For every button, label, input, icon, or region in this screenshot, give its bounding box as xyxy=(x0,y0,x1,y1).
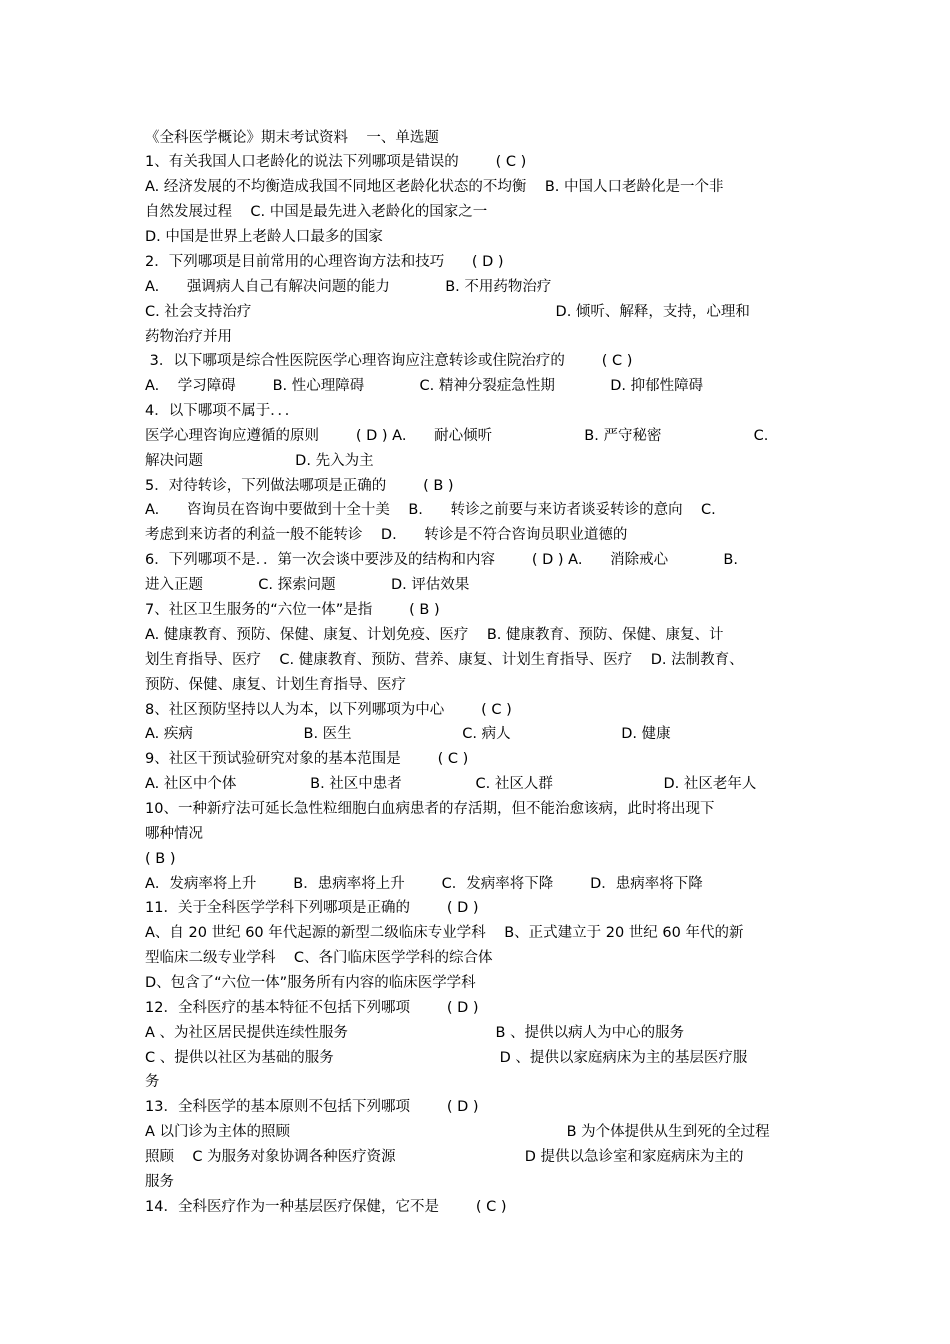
text-line: 11．关于全科医学学科下列哪项是正确的 ( D ) xyxy=(145,900,479,916)
text-line: 解决问题 D. 先入为主 xyxy=(145,453,374,469)
text-line: 6．下列哪项不是．．第一次会谈中要涉及的结构和内容 ( D ) A. 消除戒心 B. xyxy=(145,552,738,568)
text-line: A 以门诊为主体的照顾 B 为个体提供从生到死的全过程 xyxy=(145,1124,770,1140)
text-line: A. 学习障碍 B. 性心理障碍 C. 精神分裂症急性期 D. 抑郁性障碍 xyxy=(145,378,704,394)
text-line: D. 中国是世界上老龄人口最多的国家 xyxy=(145,229,383,245)
text-line: A、自 20 世纪 60 年代起源的新型二级临床专业学科 B、正式建立于 20 世纪 60 年代的新 xyxy=(145,925,744,941)
text-line: C 、提供以社区为基础的服务 D 、提供以家庭病床为主的基层医疗服 xyxy=(145,1050,748,1066)
text-line: 药物治疗并用 xyxy=(145,329,232,345)
text-line: 预防、保健、康复、计划生育指导、医疗 xyxy=(145,677,406,693)
text-line: 8、社区预防坚持以人为本，以下列哪项为中心 ( C ) xyxy=(145,702,512,718)
text-line: 自然发展过程 C. 中国是最先进入老龄化的国家之一 xyxy=(145,204,488,220)
text-line: A．发病率将上升 B．患病率将上升 C．发病率将下降 D．患病率将下降 xyxy=(145,876,703,892)
text-line: 进入正题 C. 探索问题 D. 评估效果 xyxy=(145,577,470,593)
text-line: A 、为社区居民提供连续性服务 B 、提供以病人为中心的服务 xyxy=(145,1025,685,1041)
text-line: A. 社区中个体 B. 社区中患者 C. 社区人群 D. 社区老年人 xyxy=(145,776,757,792)
text-line: D、包含了“六位一体”服务所有内容的临床医学学科 xyxy=(145,975,476,991)
text-line: 10、一种新疗法可延长急性粒细胞白血病患者的存活期，但不能治愈该病，此时将出现下 xyxy=(145,801,715,817)
text-line: 5．对待转诊，下列做法哪项是正确的 ( B ) xyxy=(145,478,454,494)
text-line: A. 经济发展的不均衡造成我国不同地区老龄化状态的不均衡 B. 中国人口老龄化是一个非 xyxy=(145,179,724,195)
text-line: ( B ) xyxy=(145,851,176,867)
text-line: 2．下列哪项是目前常用的心理咨询方法和技巧 ( D ) xyxy=(145,254,504,270)
text-line: A. 咨询员在咨询中要做到十全十美 B. 转诊之前要与来访者谈妥转诊的意向 C. xyxy=(145,502,716,518)
text-line: 哪种情况 xyxy=(145,826,203,842)
text-line: 7、社区卫生服务的“六位一体”是指 ( B ) xyxy=(145,602,440,618)
text-line: 型临床二级专业学科 C、各门临床医学学科的综合体 xyxy=(145,950,493,966)
text-line: 照顾 C 为服务对象协调各种医疗资源 D 提供以急诊室和家庭病床为主的 xyxy=(145,1149,744,1165)
text-line: 服务 xyxy=(145,1174,174,1190)
doc-title-line: 《全科医学概论》期末考试资料 一、单选题 xyxy=(145,130,439,146)
text-line: 13．全科医学的基本原则不包括下列哪项 ( D ) xyxy=(145,1099,479,1115)
text-line: 4．以下哪项不属于．．． xyxy=(145,403,300,419)
text-line: 务 xyxy=(145,1074,160,1090)
text-line: 1、有关我国人口老龄化的说法下列哪项是错误的 ( C ) xyxy=(145,154,527,170)
text-line: 医学心理咨询应遵循的原则 ( D ) A. 耐心倾听 B. 严守秘密 C. xyxy=(145,428,769,444)
text-line: 考虑到来访者的利益一般不能转诊 D. 转诊是不符合咨询员职业道德的 xyxy=(145,527,628,543)
text-line: 14．全科医疗作为一种基层医疗保健，它不是 ( C ) xyxy=(145,1199,507,1215)
text-line: 12．全科医疗的基本特征不包括下列哪项 ( D ) xyxy=(145,1000,479,1016)
text-line: 9、社区干预试验研究对象的基本范围是 ( C ) xyxy=(145,751,469,767)
text-line: 3．以下哪项是综合性医院医学心理咨询应注意转诊或住院治疗的 ( C ) xyxy=(145,353,633,369)
text-line: A. 疾病 B. 医生 C. 病人 D. 健康 xyxy=(145,726,671,742)
text-line: C. 社会支持治疗 D. 倾听、解释，支持，心理和 xyxy=(145,304,750,320)
text-line: A. 健康教育、预防、保健、康复、计划免疫、医疗 B. 健康教育、预防、保健、康复、计 xyxy=(145,627,724,643)
text-line: 划生育指导、医疗 C. 健康教育、预防、营养、康复、计划生育指导、医疗 D. 法制教育、 xyxy=(145,652,744,668)
text-line: A. 强调病人自己有解决问题的能力 B. 不用药物治疗 xyxy=(145,279,552,295)
